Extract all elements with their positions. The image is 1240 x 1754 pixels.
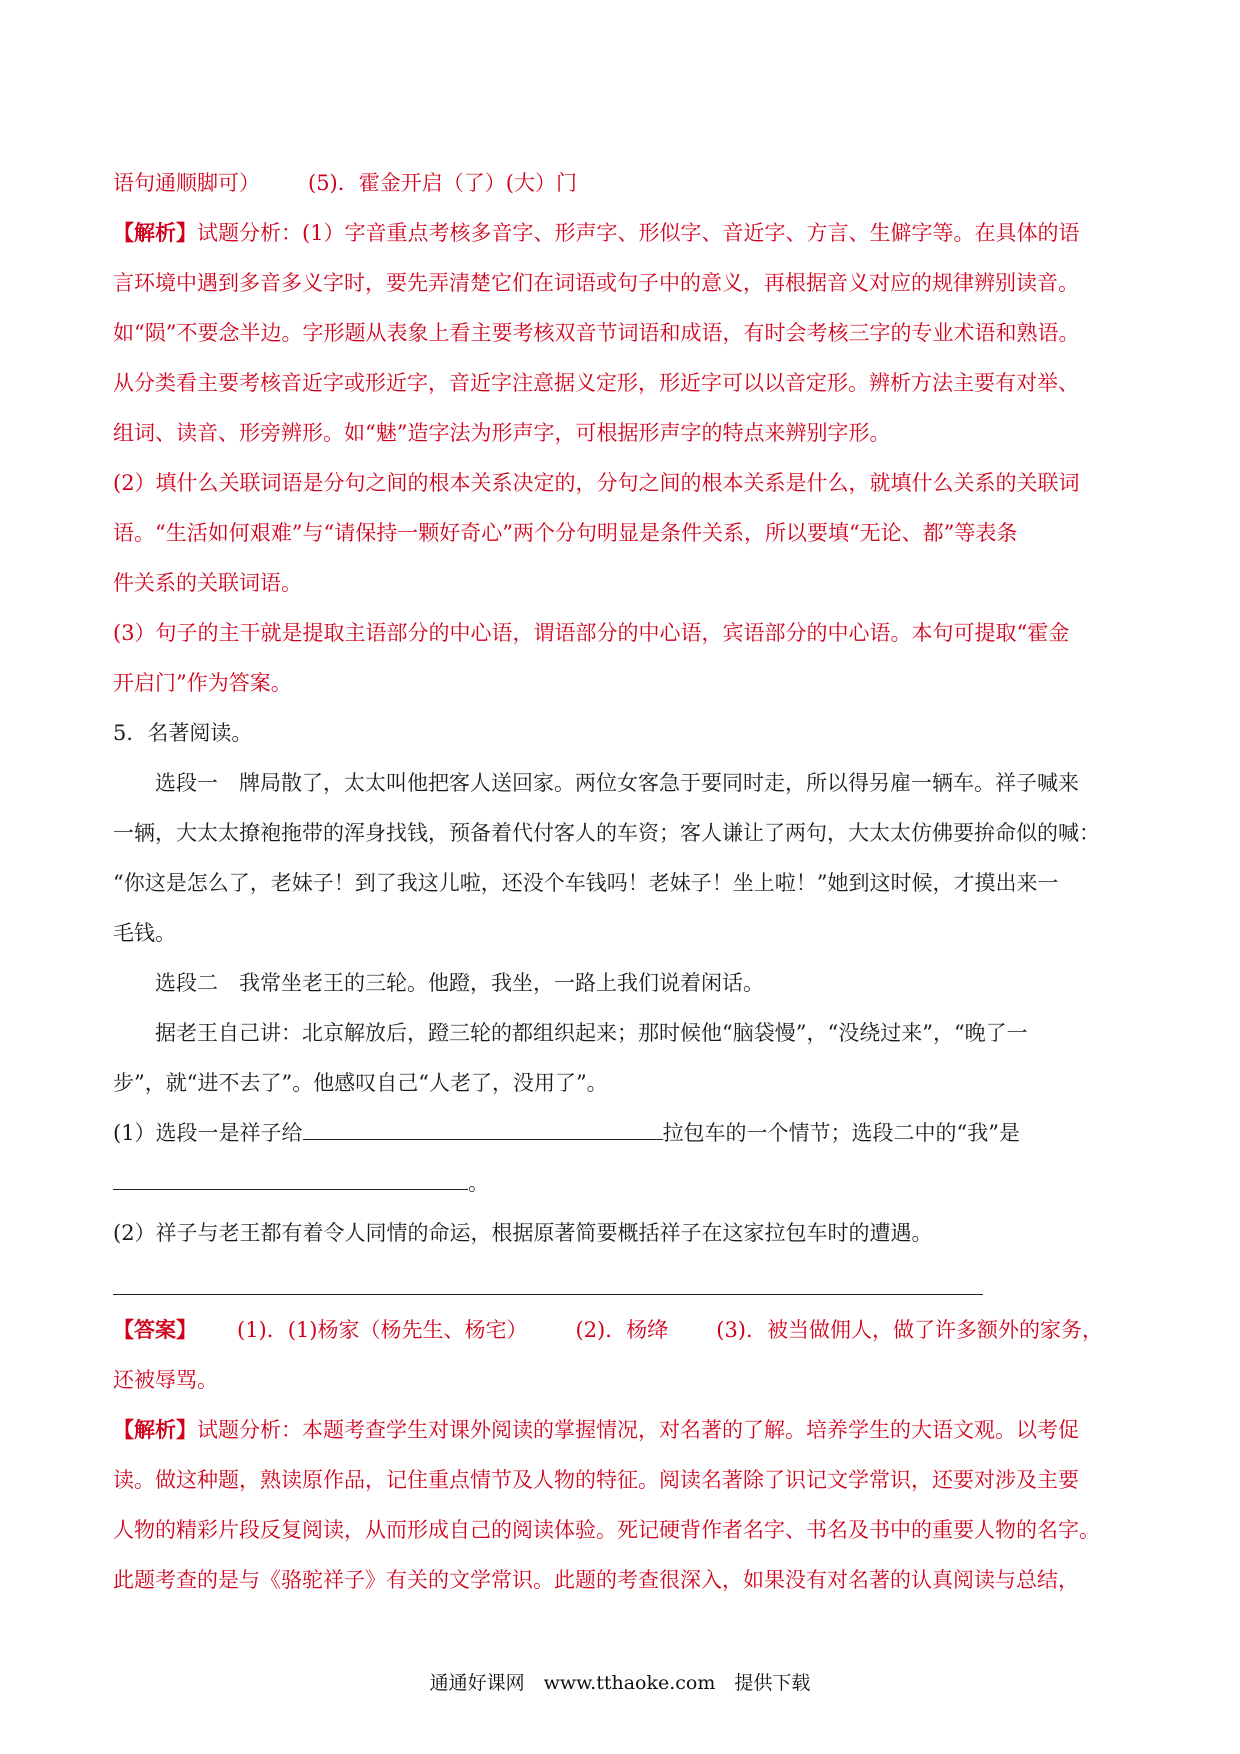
analysis-line: 读。做这种题，熟读原作品，记住重点情节及人物的特征。阅读名著除了识记文学常识，还要对涉及主要 — [113, 1468, 1079, 1492]
text-segment: 语句通顺脚可） — [113, 171, 260, 195]
analysis-tag: 【解析】 — [113, 1417, 197, 1442]
page-footer: 通通好课网 www.tthaoke.com 提供下载 — [429, 1672, 811, 1694]
passage-line: 步”，就“进不去了”。他感叹自己“人老了，没用了”。 — [113, 1071, 608, 1095]
answer-line-continued — [113, 158, 1133, 208]
document-body — [113, 158, 1133, 1605]
passage-line: 据老王自己讲：北京解放后，蹬三轮的都组织起来；那时候他“脑袋慢”，“没绕过来”，“晚了一 — [155, 1021, 1028, 1045]
subquestion-1-continued — [113, 1158, 1133, 1208]
text-segment: 。 — [468, 1171, 489, 1195]
analysis-line: 言环境中遇到多音多义字时，要先弄清楚它们在词语或句子中的意义，再根据音义对应的规律辨别读音。 — [113, 271, 1079, 295]
analysis-line: 人物的精彩片段反复阅读，从而形成自己的阅读体验。死记硬背作者名字、书名及书中的重要人物的名字。 — [113, 1518, 1100, 1542]
answer-rule-line[interactable] — [113, 1260, 983, 1295]
answer-line: 还被辱骂。 — [113, 1368, 218, 1392]
analysis-line: 语。“生活如何艰难”与“请保持一颗好奇心”两个分句明显是条件关系，所以要填“无论、都”等表条 — [113, 521, 1018, 545]
analysis-line: 组词、读音、形旁辨形。如“魅”造字法为形声字，可根据形声字的特点来辨别字形。 — [113, 421, 891, 445]
analysis-line: (3）句子的主干就是提取主语部分的中心语，谓语部分的中心语，宾语部分的中心语。本句可提取“霍金 — [113, 621, 1070, 645]
passage-line: “你这是怎么了，老妹子！到了我这儿啦，还没个车钱吗！老妹子！坐上啦！”她到这时候，才摸出来一 — [113, 871, 1059, 895]
analysis-line: 从分类看主要考核音近字或形近字，音近字注意据义定形，形近字可以以音定形。辨析方法主要有对举、 — [113, 371, 1079, 395]
analysis-line: (2）填什么关联词语是分句之间的根本关系决定的，分句之间的根本关系是什么，就填什么关系的关联词 — [113, 471, 1080, 495]
analysis-line: 此题考查的是与《骆驼祥子》有关的文学常识。此题的考查很深入，如果没有对名著的认真阅读与总结， — [113, 1568, 1079, 1592]
answer-line — [113, 1305, 1133, 1355]
text-segment: 试题分析：(1）字音重点考核多音字、形声字、形似字、音近字、方言、生僻字等。在具体的语 — [197, 221, 1080, 245]
text-segment: (1）选段一是祥子给 — [113, 1121, 303, 1145]
answer-item-1: (1)．(1)杨家（杨先生、杨宅） — [237, 1318, 528, 1342]
answer-blank[interactable] — [113, 1169, 468, 1190]
analysis-line: 开启门”作为答案。 — [113, 671, 292, 695]
question-heading: 5．名著阅读。 — [113, 721, 253, 745]
answer-item-5: (5)．霍金开启（了）(大）门 — [308, 171, 577, 195]
answer-item-2: (2)．杨绛 — [575, 1318, 669, 1342]
subquestion-2: (2）祥子与老王都有着令人同情的命运，根据原著简要概括祥子在这家拉包车时的遭遇。 — [113, 1221, 933, 1245]
text-segment: 试题分析：本题考查学生对课外阅读的掌握情况，对名著的了解。培养学生的大语文观。以考促 — [197, 1418, 1079, 1442]
passage-line: 选段一 牌局散了，太太叫他把客人送回家。两位女客急于要同时走，所以得另雇一辆车。祥子喊来 — [155, 771, 1079, 795]
passage-line: 毛钱。 — [113, 921, 176, 945]
analysis-line — [113, 208, 1133, 258]
text-segment: 拉包车的一个情节；选段二中的“我”是 — [662, 1121, 1021, 1145]
passage-line: 一辆，大太太撩袍拖带的浑身找钱，预备着代付客人的车资；客人谦让了两句，大太太仿佛要拚命似的喊： — [113, 821, 1100, 845]
analysis-line: 如“陨”不要念半边。字形题从表象上看主要考核双音节词语和成语，有时会考核三字的专业术语和熟语。 — [113, 321, 1080, 345]
answer-item-3: (3)．被当做佣人，做了许多额外的家务， — [716, 1318, 1103, 1342]
subquestion-1 — [113, 1108, 1133, 1158]
analysis-tag: 【解析】 — [113, 220, 197, 245]
passage-line: 选段二 我常坐老王的三轮。他蹬，我坐，一路上我们说着闲话。 — [155, 971, 764, 995]
analysis-line: 件关系的关联词语。 — [113, 571, 302, 595]
answer-tag: 【答案】 — [113, 1317, 197, 1342]
answer-blank[interactable] — [303, 1119, 663, 1140]
analysis-line — [113, 1405, 1133, 1455]
